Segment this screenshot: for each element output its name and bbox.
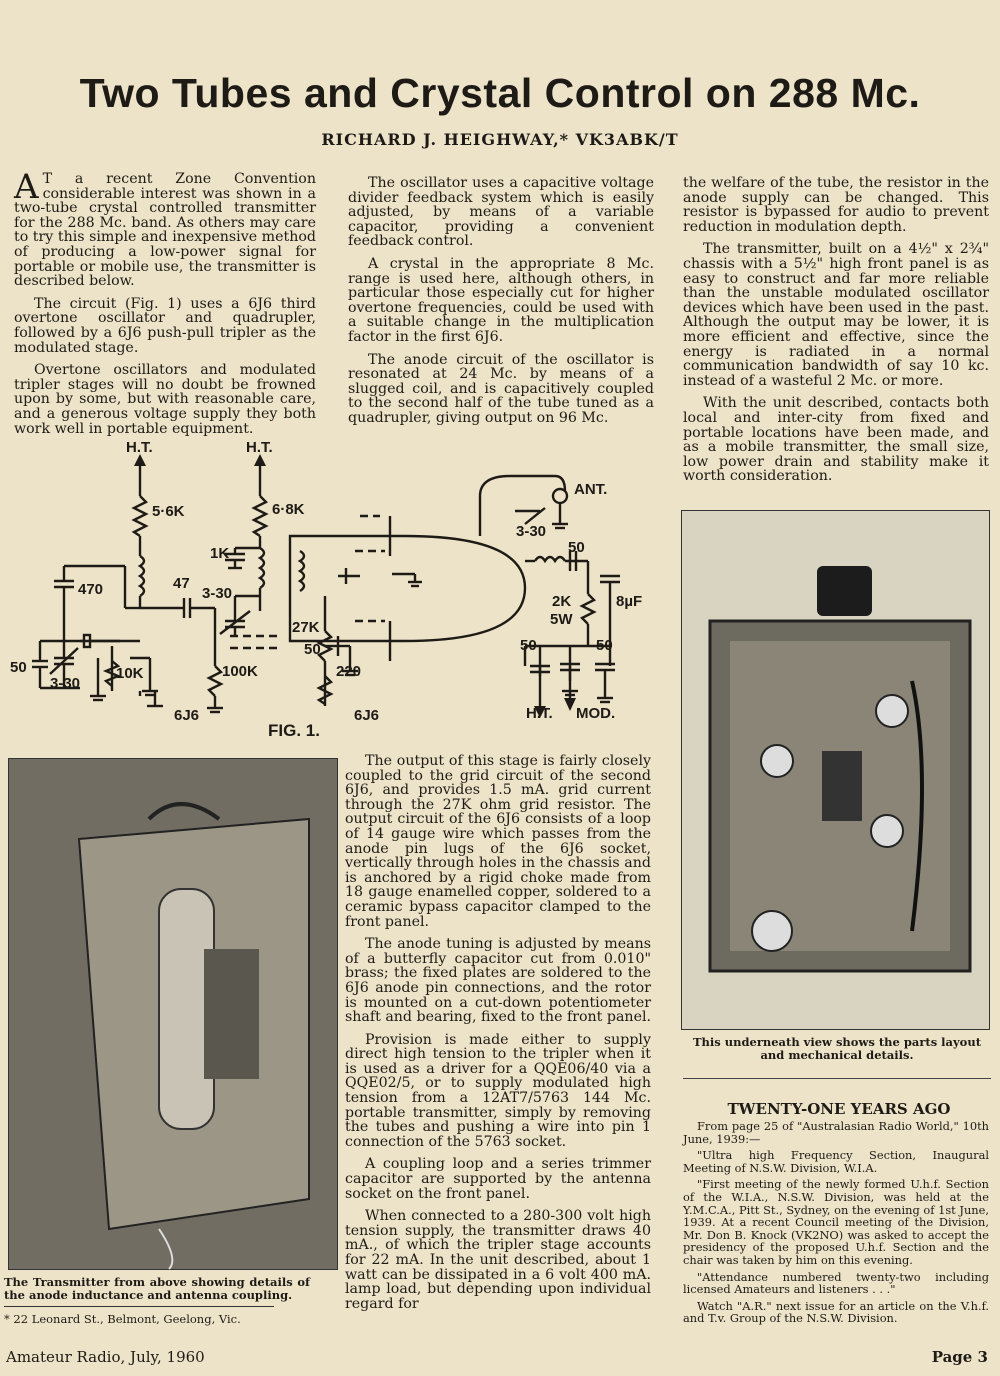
column-middle [345, 754, 651, 1319]
label-r100k: 100K [222, 663, 258, 680]
paragraph: When connected to a 280-300 volt high tension supply, the transmitter draws 40 mA., of which the tripler stage accounts for 22 mA. In the unit described, about 1 watt can be dissipated in a 6 volt 400 mA. lamp load, but depending upon individual regard for [345, 1208, 651, 1312]
label-r56k: 5·6K [152, 503, 185, 520]
figure-label: FIG. 1. [268, 721, 320, 740]
label-c47: 47 [173, 575, 190, 592]
label-c50b: 50 [304, 641, 321, 658]
footer-publication: Amateur Radio, July, 1960 [6, 1348, 205, 1366]
paragraph: "Ultra high Frequency Section, Inaugural Meeting of N.S.W. Division, W.I.A. [683, 1148, 989, 1175]
label-ht1: H.T. [126, 439, 153, 456]
paragraph: The output of this stage is fairly closely coupled to the grid circuit of the second 6J6, and provides 1.5 mA. grid current through the 27K ohm grid resistor. The output circuit of the 6J6 consists of a loop of 14 gauge wire which passes from the anode pin lugs of the 6J6 socket, vertically through holes in the chassis and is anchored by a rigid choke made from 18 gauge enamelled copper, soldered to a ceramic bypass capacitor clamped to the front panel. [345, 753, 651, 930]
paragraph: A crystal in the appropriate 8 Mc. range is used here, although others, in particular those especially cut for higher overtone frequencies, could be used with a suitable change in the multiplication factor in the first 6J6. [348, 255, 654, 345]
label-ht3: H.T. [526, 705, 553, 722]
paragraph: the welfare of the tube, the resistor in the anode supply can be changed. This resistor is bypassed for audio to prevent reduction in modulation depth. [683, 175, 989, 235]
schematic-svg [10, 436, 660, 748]
column-2 [348, 176, 654, 434]
paragraph: With the unit described, contacts both local and inter-city from fixed and portable locations have been made, and as a mobile transmitter, the small size, low power drain and stability make it worth consideration. [683, 395, 989, 485]
sidebar-body [683, 1120, 989, 1329]
byline: RICHARD J. HEIGHWAY,* VK3ABK/T [321, 130, 679, 149]
label-c50d: 50 [520, 637, 537, 654]
caption-underneath-view: This underneath view shows the parts layout and mechanical details. [692, 1035, 982, 1062]
paragraph: Overtone oscillators and modulated tripler stages will no doubt be frowned upon by some, but with reasonable care, and a generous voltage supply they both work well in portable equipment. [14, 362, 316, 437]
paragraph: The anode tuning is adjusted by means of a butterfly capacitor cut from 0.010" brass; the fixed plates are soldered to the 6J6 anode pin connections, and the rotor is mounted on a cut-down potentiometer shaft and bearing, fixed to the front panel. [345, 936, 652, 1026]
label-c470: 470 [78, 581, 104, 598]
paragraph: Watch "A.R." next issue for an article on the V.h.f. and T.v. Group of the N.S.W. Division. [683, 1298, 989, 1326]
dropcap: A [14, 167, 39, 207]
label-c50c: 50 [568, 539, 585, 556]
label-c330b: 3-30 [50, 675, 81, 692]
footnote-rule [4, 1306, 274, 1307]
label-r68k: 6·8K [272, 501, 305, 518]
sidebar-rule [683, 1078, 991, 1079]
label-c50a: 50 [10, 659, 27, 676]
paragraph: Provision is made either to supply direct high tension to the tripler when it is used as a driver for a QQE06/40 via a QQE02/5, or to supply modulated high tension from a 12AT7/5763 144 Mc. portable transmitter, simply by removing the tubes and pushing a wire into pin 1 connection of the 5763 socket. [345, 1031, 651, 1150]
label-r10k: 10K [116, 665, 144, 682]
label-c1k: 1K [210, 545, 230, 562]
label-r220: 220 [336, 663, 362, 680]
photo-underneath-view [681, 510, 990, 1030]
paragraph: A coupling loop and a series trimmer capacitor are supported by the antenna socket on the front panel. [345, 1156, 651, 1202]
paragraph: The circuit (Fig. 1) uses a 6J6 third overtone oscillator and quadrupler, followed by a 6J6 push-pull tripler as the modulated stage. [14, 295, 316, 356]
column-3 [683, 176, 989, 492]
footer-page-number: Page 3 [931, 1348, 988, 1366]
label-ant: ANT. [574, 481, 608, 498]
circuit-diagram [10, 436, 660, 748]
photo-top-view [8, 758, 338, 1270]
transmitter-image [9, 759, 337, 1269]
chassis-image [682, 511, 989, 1029]
paragraph: The anode circuit of the oscillator is resonated at 24 Mc. by means of a slugged coil, and is capacitively coupled to the second half of the tube tuned as a quadrupler, giving output on 96 Mc. [348, 351, 654, 426]
label-c8uf: 8µF [616, 593, 643, 610]
caption-top-view: The Transmitter from above showing details of the anode inductance and antenna coupling. [4, 1275, 310, 1302]
sidebar-title: TWENTY-ONE YEARS AGO [727, 1100, 951, 1118]
label-tube1: 6J6 [174, 707, 200, 724]
label-r5w: 5W [550, 611, 573, 628]
label-mod: MOD. [576, 705, 616, 722]
label-c50e: 50 [596, 637, 613, 654]
paragraph: "First meeting of the newly formed U.h.f. Section of the W.I.A., N.S.W. Division, was held at the Y.M.C.A., Pitt St., Sydney, on the evening of 1st June, 1939. At a recent Council meeting of the Division, Mr. Don B. Knock (VK2NO) was asked to accept the presidency of the proposed U.h.f. Section and the chair was taken by him on this evening. [683, 1177, 989, 1267]
paragraph: A T a recent Zone Convention considerable interest was shown in a two-tube crystal controlled transmitter for the 288 Mc. band. As others may care to try this simple and inexpensive method of producing a low-power signal for portable or mobile use, the transmitter is described below. [14, 167, 316, 290]
label-c330a: 3-30 [202, 585, 233, 602]
footnote: * 22 Leonard St., Belmont, Geelong, Vic. [4, 1312, 241, 1326]
label-r27k: 27K [292, 619, 320, 636]
label-r2k: 2K [552, 593, 572, 610]
column-1 [14, 167, 316, 444]
label-ht2: H.T. [246, 439, 273, 456]
paragraph: From page 25 of "Australasian Radio World," 10th June, 1939:— [683, 1119, 989, 1146]
paragraph: The oscillator uses a capacitive voltage divider feedback system which is easily adjusted, by means of a variable capacitor, providing a convenient feedback control. [348, 175, 654, 250]
paragraph: "Attendance numbered twenty-two including licensed Amateurs and listeners . . ." [683, 1269, 989, 1297]
label-tube2: 6J6 [354, 707, 380, 724]
paragraph: The transmitter, built on a 4½" x 2¾" chassis with a 5½" high front panel is as easy to construct and far more reliable than the unstable modulated oscillator devices which have been used in the past. Although the output may be lower, it is more efficient and effective, since the energy is radiated in a normal communication bandwidth of say 10 kc. instead of a wasteful 2 Mc. or more. [683, 241, 989, 389]
label-c330c: 3-30 [516, 523, 547, 540]
article-title: Two Tubes and Crystal Control on 288 Mc. [79, 70, 921, 116]
